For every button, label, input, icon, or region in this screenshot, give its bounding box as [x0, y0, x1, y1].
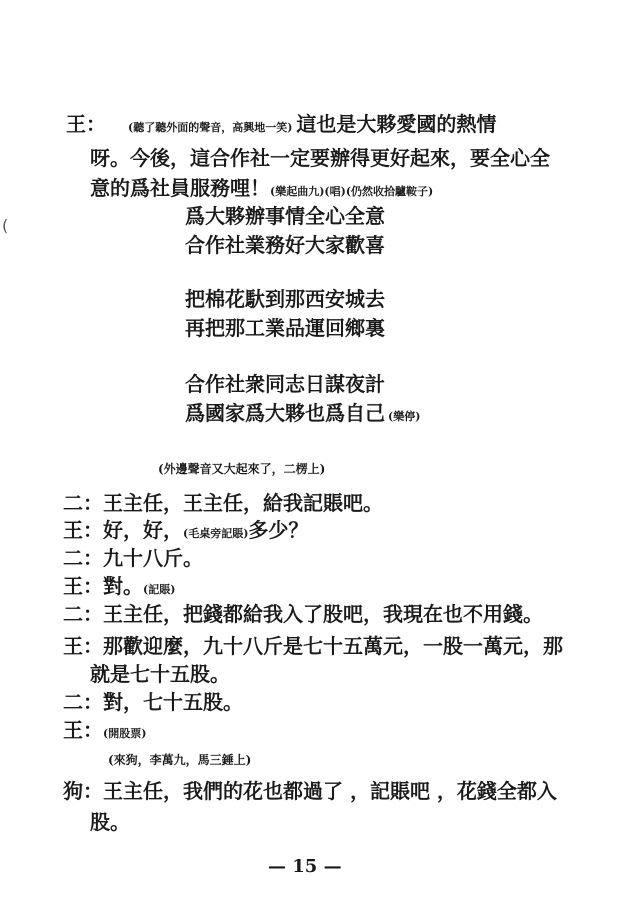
dialogue-text: 王：對。	[63, 574, 143, 598]
stage-direction: (聽了聽外面的聲音，高興地一笑)	[128, 121, 293, 134]
dialogue-line: 二：王主任，把錢都給我入了股吧，我現在也不用錢。	[63, 602, 543, 626]
lyric-text: 爲國家爲大夥也爲自己	[185, 401, 385, 425]
stage-direction: (來狗，李萬九，馬三錘上)	[108, 753, 252, 767]
stage-direction: (毛桌旁記賬)	[183, 527, 249, 540]
stage-direction: (外邊聲音又大起來了，二楞上)	[158, 462, 326, 476]
page-number: — 15 —	[268, 856, 342, 877]
dialogue-line: 王：那歡迎麼，九十八斤是七十五萬元，一股一萬元，那	[63, 634, 563, 658]
stage-direction: (開股票)	[103, 727, 147, 740]
margin-bracket-mark: (	[2, 216, 9, 235]
speaker-label: 王：	[66, 112, 106, 136]
dialogue-line	[63, 574, 175, 602]
dialogue-text: 意的爲社員服務哩！	[90, 176, 270, 200]
dialogue-text: 多少？	[248, 518, 309, 542]
dialogue-line	[63, 518, 308, 546]
dialogue-line: 就是七十五股。	[90, 662, 230, 686]
speaker-label: 王：	[63, 718, 103, 742]
dialogue-line: 呀。今後，這合作社一定要辦得更好起來，要全心全	[90, 146, 550, 170]
dialogue-line	[66, 112, 496, 140]
song-lyric: 再把那工業品運回鄉裏	[185, 316, 385, 340]
stage-direction: (樂起曲九)(唱)(仍然收拾驢鞍子)	[270, 185, 434, 198]
dialogue-line: 二：對，七十五股。	[63, 690, 243, 714]
stage-direction: (樂停)	[388, 410, 421, 423]
dialogue-line: 二：九十八斤。	[63, 546, 203, 570]
song-lyric: 合作社業務好大家歡喜	[185, 233, 385, 257]
dialogue-line: 狗：王主任，我們的花也都過了 ，記賬吧 ，花錢全都入	[63, 779, 557, 803]
dialogue-text: 王：好，好，	[63, 518, 183, 542]
stage-direction: (記賬)	[143, 583, 176, 596]
dialogue-line	[63, 718, 146, 746]
song-lyric: 爲大夥辦事情全心全意	[185, 204, 385, 228]
song-lyric: 合作社衆同志日謀夜計	[185, 372, 385, 396]
song-lyric	[185, 401, 420, 429]
dialogue-line: 股。	[90, 810, 130, 834]
song-lyric: 把棉花馱到那西安城去	[185, 287, 385, 311]
dialogue-text: 這也是大夥愛國的熱情	[296, 112, 497, 136]
dialogue-line: 二：王主任，王主任，給我記賬吧。	[63, 491, 383, 515]
dialogue-line	[90, 176, 433, 204]
